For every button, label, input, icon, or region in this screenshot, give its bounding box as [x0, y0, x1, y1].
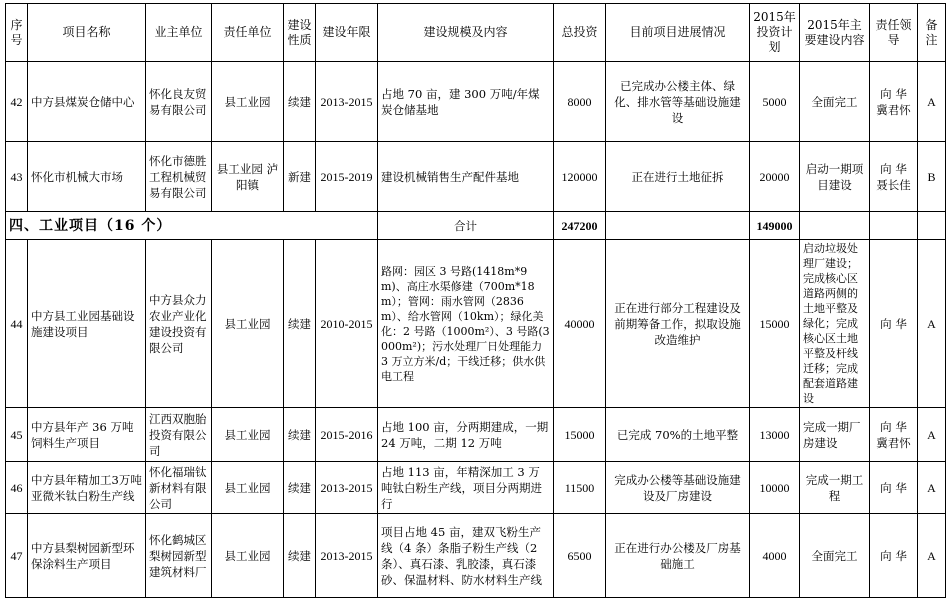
cell-total: 40000: [554, 240, 606, 408]
cell-total: 6500: [554, 514, 606, 598]
cell-nature: 续建: [284, 514, 316, 598]
cell-plan2015: 10000: [750, 462, 800, 514]
cell-responsible: 县工业园 泸阳镇: [212, 142, 284, 212]
cell-nature: 续建: [284, 408, 316, 462]
cell-total: 15000: [554, 408, 606, 462]
cell-total: 120000: [554, 142, 606, 212]
subtotal-leader-empty: [870, 212, 918, 240]
header-plan2015: 2015年投资计划: [750, 4, 800, 62]
section-title: 四、工业项目（16 个）: [6, 212, 378, 240]
subtotal-plan2015: 149000: [750, 212, 800, 240]
header-content2015: 2015年主要建设内容: [800, 4, 870, 62]
cell-scale: 占地 100 亩，分两期建成，一期 24 万吨，二期 12 万吨: [378, 408, 554, 462]
cell-plan2015: 20000: [750, 142, 800, 212]
cell-progress: 正在进行土地征拆: [606, 142, 750, 212]
cell-owner: 怀化市德胜工程机械贸易有限公司: [146, 142, 212, 212]
cell-remark: A: [918, 240, 946, 408]
cell-progress: 完成办公楼等基础设施建设及厂房建设: [606, 462, 750, 514]
cell-owner: 江西双胞胎投资有限公司: [146, 408, 212, 462]
cell-scale: 占地 70 亩，建 300 万吨/年煤炭仓储基地: [378, 62, 554, 142]
cell-content2015: 全面完工: [800, 514, 870, 598]
cell-progress: 正在进行部分工程建设及前期筹备工作，拟取设施改造维护: [606, 240, 750, 408]
cell-plan2015: 5000: [750, 62, 800, 142]
cell-seq: 43: [6, 142, 28, 212]
cell-period: 2013-2015: [316, 462, 378, 514]
cell-progress: 正在进行办公楼及厂房基础施工: [606, 514, 750, 598]
cell-name: 中方县年精加工3万吨亚微米钛白粉生产线: [28, 462, 146, 514]
cell-seq: 46: [6, 462, 28, 514]
cell-leader: 向 华 冀君怀: [870, 62, 918, 142]
header-name: 项目名称: [28, 4, 146, 62]
cell-remark: B: [918, 142, 946, 212]
cell-content2015: 启动垃圾处理厂建设；完成核心区道路两侧的土地平整及绿化；完成核心区土地平整及杆线迁移；完成配套道路建设: [800, 240, 870, 408]
cell-period: 2010-2015: [316, 240, 378, 408]
cell-seq: 42: [6, 62, 28, 142]
cell-period: 2015-2019: [316, 142, 378, 212]
cell-total: 8000: [554, 62, 606, 142]
header-owner: 业主单位: [146, 4, 212, 62]
table-row: [6, 462, 946, 514]
cell-leader: 向 华: [870, 514, 918, 598]
header-seq: 序号: [6, 4, 28, 62]
header-responsible: 责任单位: [212, 4, 284, 62]
table-row: [6, 142, 946, 212]
cell-remark: A: [918, 62, 946, 142]
cell-progress: 已完成办公楼主体、绿化、排水管等基础设施建设: [606, 62, 750, 142]
cell-scale: 项目占地 45 亩，建双飞粉生产线（4 条）条脂子粉生产线（2 条）、真石漆、乳胶漆，真石漆砂、保温材料、防水材料生产线: [378, 514, 554, 598]
header-leader: 责任领导: [870, 4, 918, 62]
header-nature: 建设性质: [284, 4, 316, 62]
cell-responsible: 县工业园: [212, 240, 284, 408]
cell-owner: 怀化良友贸易有限公司: [146, 62, 212, 142]
cell-nature: 续建: [284, 62, 316, 142]
cell-plan2015: 15000: [750, 240, 800, 408]
cell-remark: A: [918, 408, 946, 462]
cell-content2015: 启动一期项目建设: [800, 142, 870, 212]
cell-seq: 44: [6, 240, 28, 408]
subtotal-label: 合计: [378, 212, 554, 240]
cell-name: 怀化市机械大市场: [28, 142, 146, 212]
cell-responsible: 县工业园: [212, 408, 284, 462]
cell-leader: 向 华 聂长佳: [870, 142, 918, 212]
cell-responsible: 县工业园: [212, 462, 284, 514]
project-table: [5, 3, 946, 598]
cell-period: 2015-2016: [316, 408, 378, 462]
cell-nature: 续建: [284, 240, 316, 408]
subtotal-progress-empty: [606, 212, 750, 240]
header-progress: 目前项目进展情况: [606, 4, 750, 62]
cell-content2015: 完成一期工程: [800, 462, 870, 514]
subtotal-remark-empty: [918, 212, 946, 240]
cell-seq: 47: [6, 514, 28, 598]
cell-period: 2013-2015: [316, 514, 378, 598]
header-scale: 建设规模及内容: [378, 4, 554, 62]
cell-scale: 路网：园区 3 号路(1418m*9m)、高庄水渠修建（700m*18m）；管网：雨水管网（2836m）、给水管网（10km）；绿化美化：2 号路（1000m²）、3 号路(3000m²)；污水处理厂日处理能力 3 万立方米/d；干线迁移；供水供电工程: [378, 240, 554, 408]
cell-leader: 向 华: [870, 240, 918, 408]
cell-name: 中方县梨树园新型环保涂料生产项目: [28, 514, 146, 598]
header-remark: 备注: [918, 4, 946, 62]
cell-owner: 怀化鹤城区梨树园新型建筑材料厂: [146, 514, 212, 598]
table-row: [6, 240, 946, 408]
cell-name: 中方县煤炭仓储中心: [28, 62, 146, 142]
cell-responsible: 县工业园: [212, 514, 284, 598]
cell-responsible: 县工业园: [212, 62, 284, 142]
table-row: [6, 408, 946, 462]
cell-seq: 45: [6, 408, 28, 462]
cell-plan2015: 13000: [750, 408, 800, 462]
cell-scale: 占地 113 亩，年精深加工 3 万吨钛白粉生产线，项目分两期进行: [378, 462, 554, 514]
subtotal-content-empty: [800, 212, 870, 240]
section-row: [6, 212, 946, 240]
cell-progress: 已完成 70%的土地平整: [606, 408, 750, 462]
cell-period: 2013-2015: [316, 62, 378, 142]
cell-plan2015: 4000: [750, 514, 800, 598]
header-total: 总投资: [554, 4, 606, 62]
cell-name: 中方县工业园基础设施建设项目: [28, 240, 146, 408]
cell-leader: 向 华 冀君怀: [870, 408, 918, 462]
cell-remark: A: [918, 462, 946, 514]
cell-nature: 新建: [284, 142, 316, 212]
cell-content2015: 全面完工: [800, 62, 870, 142]
cell-nature: 续建: [284, 462, 316, 514]
cell-scale: 建设机械销售生产配件基地: [378, 142, 554, 212]
cell-total: 11500: [554, 462, 606, 514]
cell-content2015: 完成一期厂房建设: [800, 408, 870, 462]
cell-owner: 中方县众力农业产业化建设投资有限公司: [146, 240, 212, 408]
cell-leader: 向 华: [870, 462, 918, 514]
header-row: [6, 4, 946, 62]
subtotal-total: 247200: [554, 212, 606, 240]
table-row: [6, 62, 946, 142]
cell-owner: 怀化福瑞钛新材料有限公司: [146, 462, 212, 514]
cell-remark: A: [918, 514, 946, 598]
cell-name: 中方县年产 36 万吨饲料生产项目: [28, 408, 146, 462]
header-period: 建设年限: [316, 4, 378, 62]
table-row: [6, 514, 946, 598]
